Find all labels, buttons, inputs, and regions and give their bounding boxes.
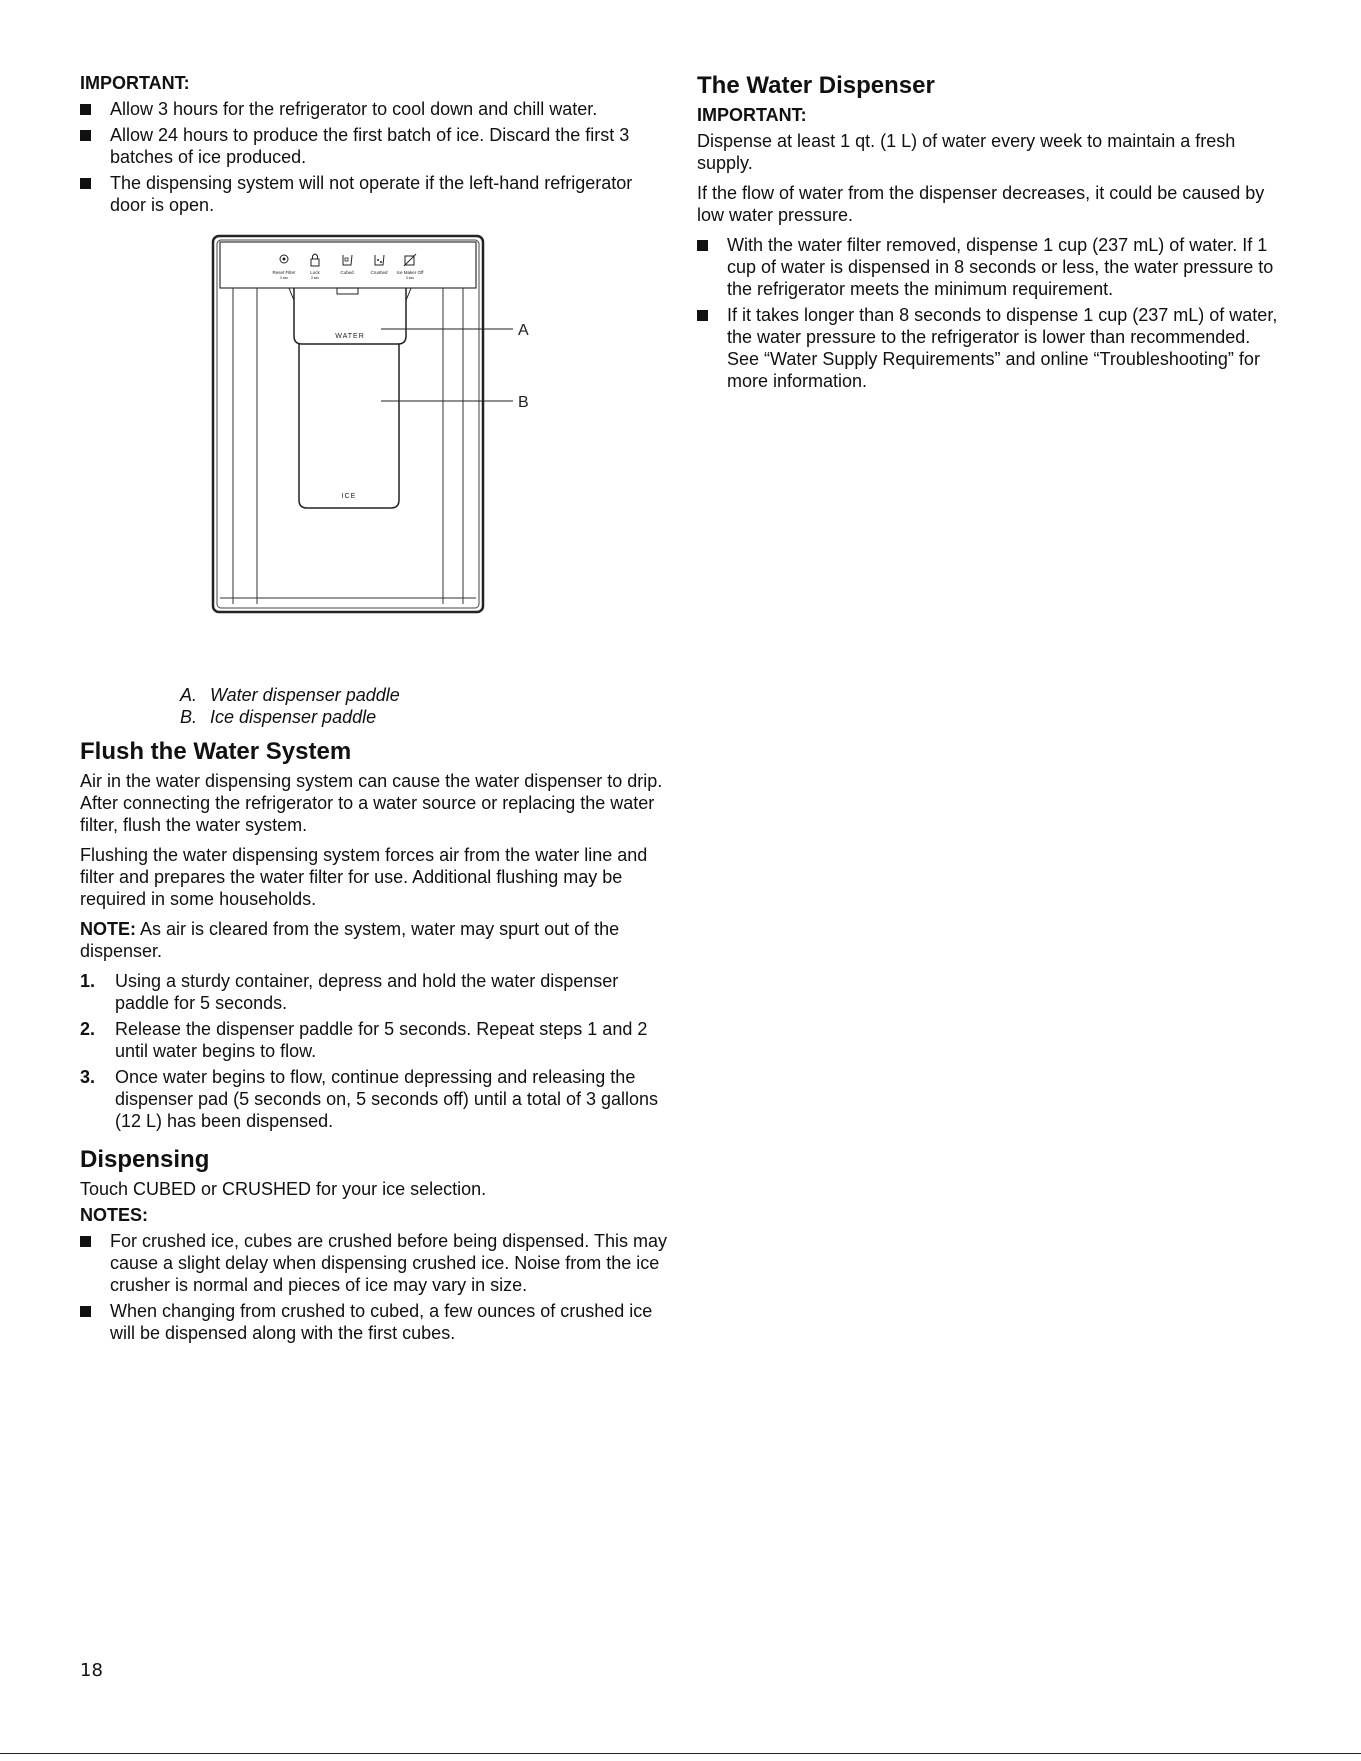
button-label-reset-filter: Reset Filter (272, 270, 296, 275)
step-item: 3. Once water begins to flow, continue depressing and releasing the dispenser pad (5 seconds on, 5 seconds off) until a total of 3 gallons (12 L) has been dispensed. (80, 1067, 659, 1131)
important-label: IMPORTANT: (80, 73, 190, 93)
dispensing-paragraph: Touch CUBED or CRUSHED for your ice selection. (80, 1179, 487, 1199)
right-column (697, 72, 1287, 398)
list-item: For crushed ice, cubes are crushed before being dispensed. This may cause a slight delay when dispensing crushed ice. Noise from the ice crusher is normal and pieces of ice may vary in size. (80, 1230, 670, 1296)
caption-item: A. Water dispenser paddle (180, 685, 400, 705)
water-dispenser-heading: The Water Dispenser (697, 72, 935, 99)
callout-b: B (518, 394, 529, 411)
figure-caption (180, 684, 670, 728)
flush-paragraph-2: Flushing the water dispensing system forces air from the water line and filter and prepares the water filter for use. Additional flushing may be required in some households. (80, 845, 648, 909)
button-sub-reset-filter: 3 sec (279, 276, 289, 280)
button-sub-lock: 3 sec (310, 276, 320, 280)
dispenser-figure (80, 232, 670, 684)
water-pressure-list (697, 234, 1287, 392)
caption-item: B. Ice dispenser paddle (180, 707, 377, 727)
step-item: 1. Using a sturdy container, depress and hold the water dispenser paddle for 5 seconds. (80, 971, 619, 1013)
callout-a: A (518, 322, 529, 339)
list-item: Allow 3 hours for the refrigerator to cool down and chill water. (80, 98, 670, 120)
flush-heading: Flush the Water System (80, 738, 352, 765)
list-item: The dispensing system will not operate if the left-hand refrigerator door is open. (80, 172, 670, 216)
left-column (80, 72, 670, 1350)
cubed-icon (343, 255, 352, 265)
water-paddle-label: WATER (335, 333, 365, 340)
button-label-lock: Lock (310, 270, 320, 275)
flush-paragraph-1: Air in the water dispensing system can cause the water dispenser to drip. After connecting the refrigerator to a water source or replacing the water filter, flush the water system. (80, 771, 663, 835)
water-paragraph-1: Dispense at least 1 qt. (1 L) of water every week to maintain a fresh supply. (697, 131, 1236, 173)
list-item: With the water filter removed, dispense 1 cup (237 mL) of water. If 1 cup of water is dispensed in 8 seconds or less, the water pressure to the refrigerator meets the minimum requirement. (697, 234, 1287, 300)
water-paragraph-2: If the flow of water from the dispenser decreases, it could be caused by low water pressure. (697, 183, 1265, 225)
lock-icon (311, 254, 319, 266)
crushed-icon (375, 255, 384, 265)
important-list (80, 98, 670, 216)
button-label-crushed: Crushed (370, 270, 388, 275)
list-item: If it takes longer than 8 seconds to dispense 1 cup (237 mL) of water, the water pressure to the refrigerator is lower than recommended. See “Water Supply Requirements” and online “Troubleshooting” for more information. (697, 304, 1287, 392)
button-label-ice-maker-off: Ice Maker Off (396, 270, 424, 275)
button-sub-ice-maker-off: 3 sec (405, 276, 415, 280)
list-item: Allow 24 hours to produce the first batch of ice. Discard the first 3 batches of ice produced. (80, 124, 670, 168)
flush-note: NOTE: As air is cleared from the system, water may spurt out of the dispenser. (80, 919, 620, 961)
page-number: 18 (80, 1660, 103, 1681)
important-label-right: IMPORTANT: (697, 105, 807, 125)
ice-maker-off-icon (404, 254, 416, 266)
dispensing-heading: Dispensing (80, 1146, 210, 1173)
notes-label: NOTES: (80, 1205, 149, 1225)
bottom-rule (0, 1753, 1361, 1754)
reset-filter-icon (280, 255, 288, 263)
list-item: When changing from crushed to cubed, a few ounces of crushed ice will be dispensed along with the first cubes. (80, 1300, 670, 1344)
notes-list (80, 1230, 670, 1344)
button-label-cubed: Cubed (340, 270, 354, 275)
step-item: 2. Release the dispenser paddle for 5 seconds. Repeat steps 1 and 2 until water begins to flow. (80, 1019, 648, 1061)
dispenser-diagram (80, 232, 670, 684)
flush-steps (80, 970, 670, 1132)
ice-paddle-label: ICE (341, 493, 357, 500)
